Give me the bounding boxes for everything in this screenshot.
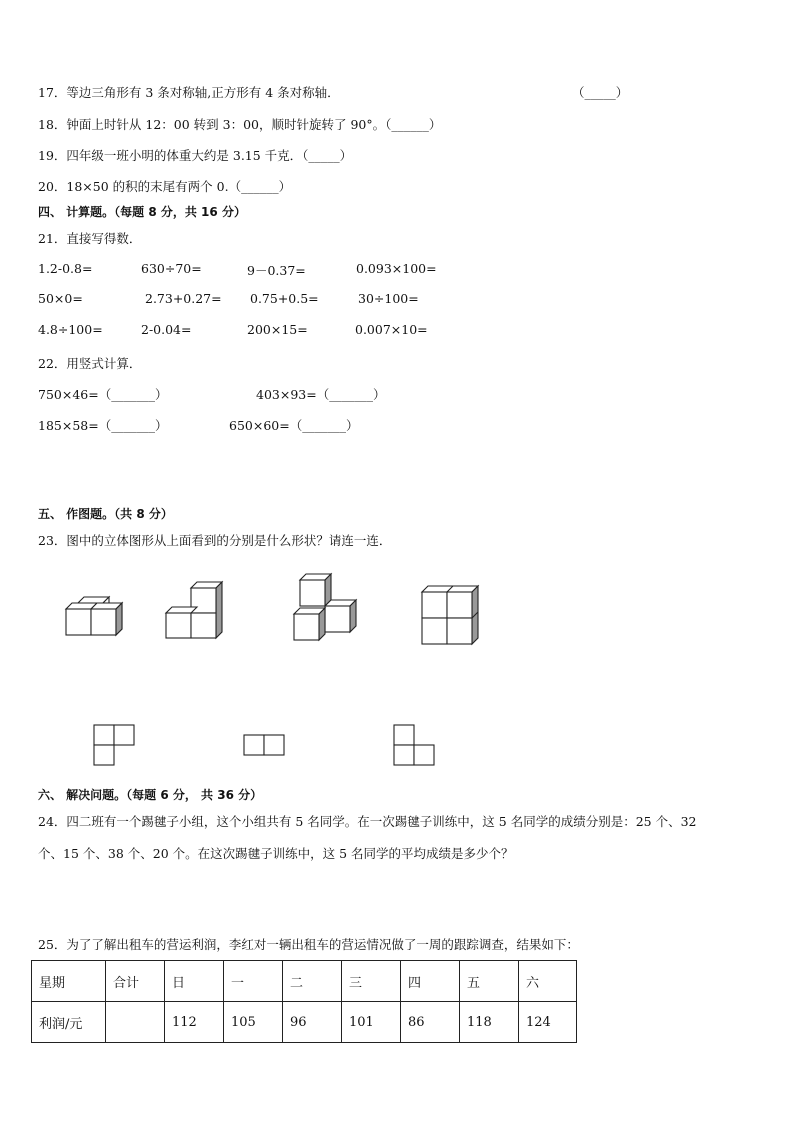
table-cell: 86 [401,1002,460,1043]
table-header-cell: 星期 [32,961,106,1002]
q21-title: 21．直接写得数． [38,231,142,246]
q22-item-2[interactable]: 403×93=（_______） [256,387,386,402]
q21-r3-c4: 0.007×10= [355,322,428,337]
q24-line2: 个、15 个、38 个、20 个。在这次踢毽子训练中，这 5 名同学的平均成绩是多少个？ [38,846,514,861]
section4-title: 四、 计算题。（每题 8 分，共 16 分） [38,205,246,219]
table-cell: 112 [165,1002,224,1043]
profit-table [31,960,577,1043]
q21-r3-c1: 4.8÷100= [38,322,103,337]
table-header-cell: 日 [165,961,224,1002]
solid-figure-4 [422,586,478,644]
table-row [32,1002,577,1043]
q21-r1-c2: 630÷70= [141,261,202,276]
top-view-1 [94,725,134,765]
table-header-row [32,961,577,1002]
table-header-cell: 三 [342,961,401,1002]
table-cell: 101 [342,1002,401,1043]
q21-r1-c1: 1.2-0.8= [38,261,93,276]
table-header-cell: 二 [283,961,342,1002]
q23-title: 23．图中的立体图形从上面看到的分别是什么形状？请连一连． [38,533,392,548]
q21-r1-c4: 0.093×100= [356,261,437,276]
table-cell: 利润/元 [32,1002,106,1043]
q21-r3-c3: 200×15= [247,322,308,337]
top-view-2 [244,735,284,755]
table-header-cell: 六 [519,961,577,1002]
total-answer-cell[interactable] [106,1002,165,1043]
section6-title: 六、 解决问题。（每题 6 分， 共 36 分） [38,788,263,802]
solid-figure-2 [166,582,222,638]
q19-text: 19．四年级一班小明的体重大约是 3.15 千克．（_____） [38,148,353,163]
q21-r2-c2: 2.73+0.27= [145,291,222,306]
q21-r2-c4: 30÷100= [358,291,419,306]
q22-item-4[interactable]: 650×60=（_______） [229,418,359,433]
q17-text: 17．等边三角形有 3 条对称轴,正方形有 4 条对称轴． [38,85,340,100]
q25-title: 25．为了了解出租车的营运利润，李红对一辆出租车的营运情况做了一周的跟踪调查，结果如下： [38,937,579,952]
q21-r3-c2: 2-0.04= [141,322,192,337]
q21-r2-c1: 50×0= [38,291,83,306]
table-header-cell: 四 [401,961,460,1002]
table-header-cell: 合计 [106,961,165,1002]
section5-title: 五、 作图题。（共 8 分） [38,507,173,521]
solid-figure-1 [66,597,122,635]
q22-title: 22．用竖式计算． [38,356,142,371]
q24-line1: 24．四二班有一个踢毽子小组，这个小组共有 5 名同学。在一次踢毽子训练中，这 5 名同学的成绩分别是：25 个、32 [38,814,697,829]
q17-answer-blank[interactable]: （_____） [572,85,629,100]
q21-r1-c3: 9－0.37= [247,263,306,278]
table-header-cell: 一 [224,961,283,1002]
q18-text: 18．钟面上时针从 12：00 转到 3：00，顺时针旋转了 90°。（______） [38,117,442,132]
q21-r2-c3: 0.75+0.5= [250,291,319,306]
table-cell: 124 [519,1002,577,1043]
table-cell: 118 [460,1002,519,1043]
table-cell: 105 [224,1002,283,1043]
table-header-cell: 五 [460,961,519,1002]
q22-item-1[interactable]: 750×46=（_______） [38,387,168,402]
top-view-3 [394,725,434,765]
solid-figure-3 [294,574,356,640]
table-cell: 96 [283,1002,342,1043]
q22-item-3[interactable]: 185×58=（_______） [38,418,168,433]
q20-text: 20．18×50 的积的末尾有两个 0.（______） [38,179,292,194]
